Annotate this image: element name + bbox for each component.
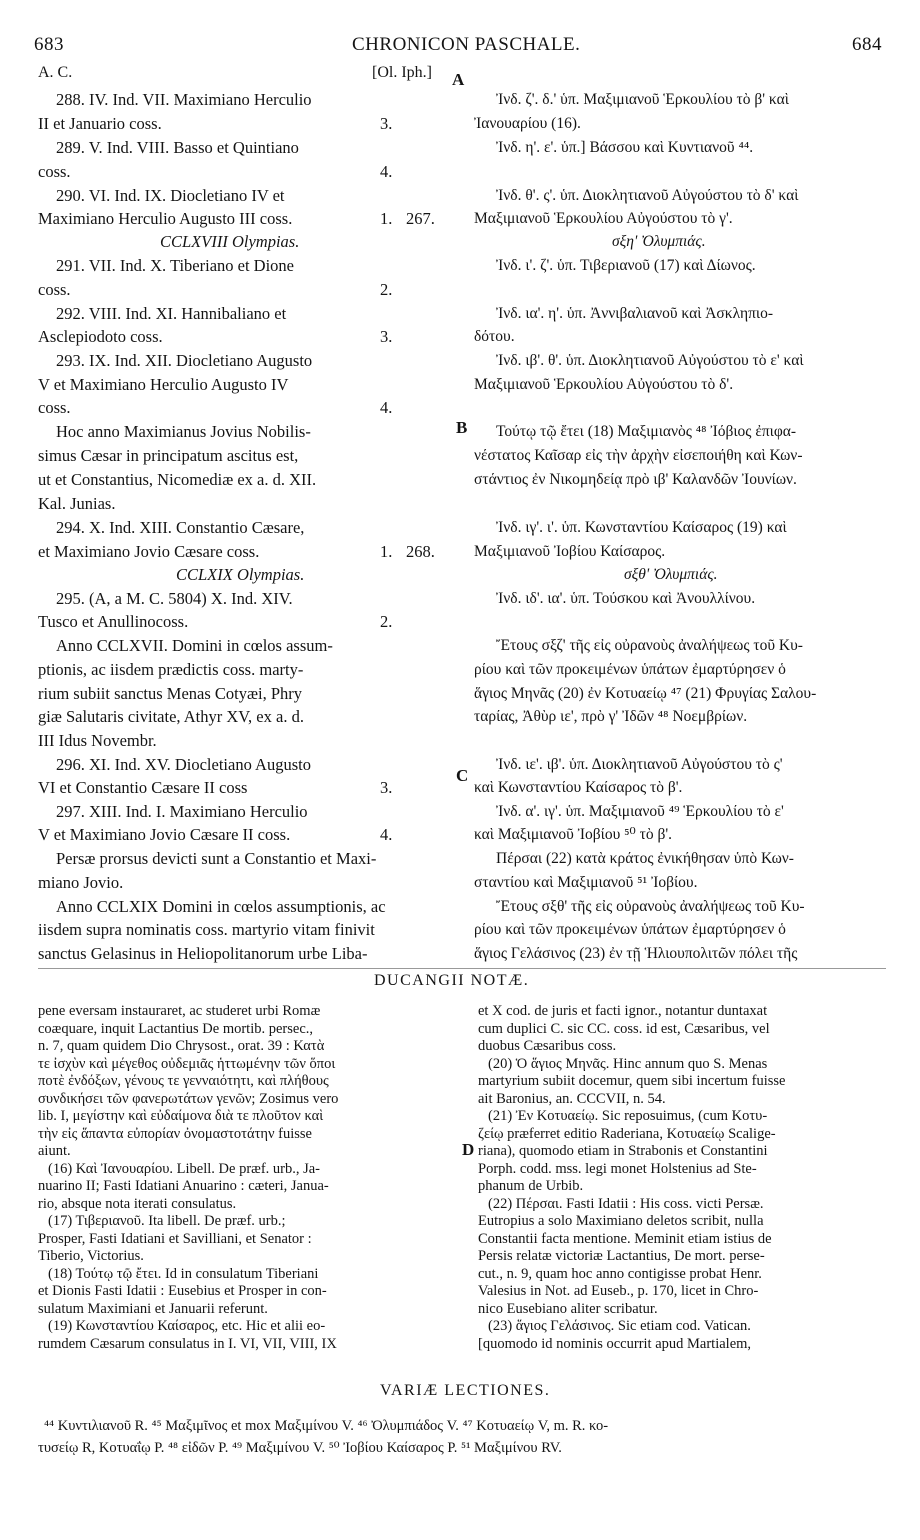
note-line: συνδικήσει τῶν φανερωτάτων γενῶν; Zosimus vero [38,1090,339,1107]
note-line: ζείῳ præferret editio Raderiana, Κοτυαείῳ Scalige- [478,1125,776,1142]
latin-line: miano Jovio. [38,873,124,892]
note-line: (22) Πέρσαι. Fasti Idatii : His coss. victi Persæ. [488,1195,764,1212]
latin-line: Maximiano Herculio Augusto III coss. [38,209,293,228]
latin-line: Anno CCLXVII. Domini in cœlos assum- [56,636,333,655]
greek-line: Ἔτους σξθ' τῆς εἰς οὐρανοὺς ἀναλήψεως τοῦ Κυ- [496,898,805,915]
note-line: et X cod. de juris et facti ignor., notantur duntaxat [478,1003,768,1019]
latin-line: 297. XIII. Ind. I. Maximiano Herculio [56,802,308,821]
note-line: τε ἰσχὺν καὶ μέγεθος οὐδεμιᾶς ἡττωμένην τῶν ὅποι [38,1055,336,1072]
greek-line: Ἰνδ. ι'. ζ'. ὑπ. Τιβεριανοῦ (17) καὶ Δίωνος. [496,257,756,274]
latin-line: iisdem supra nominatis coss. martyrio vitam finivit [38,920,375,939]
margin-number: 2. [380,612,393,631]
variae-line: τυσείῳ R, Κοτυαΐῳ P. ⁴⁸ εἰδῶν P. ⁴⁹ Μαξιμίνου V. ⁵⁰ Ἰοβίου Καίσαρος P. ⁵¹ Μαξιμίνου RV. [38,1440,562,1456]
note-line: (20) Ὁ ἅγιος Μηνᾶς. Hinc annum quo S. Menas [488,1055,768,1072]
latin-line: V et Maximiano Jovio Cæsare II coss. [38,825,291,844]
margin-number: 267. [406,209,435,228]
latin-line: 288. IV. Ind. VII. Maximiano Herculio [56,90,312,109]
latin-line: giæ Salutaris civitate, Athyr XV, ex a. d. [38,707,304,726]
greek-line: ταρίας, Ἀθὺρ ιε', πρὸ γ' Ἰδῶν ⁴⁸ Νοεμβρίων. [474,708,748,725]
latin-line: 292. VIII. Ind. XI. Hannibaliano et [56,304,287,323]
margin-number: 3. [380,114,393,133]
margin-number: 2. [380,280,393,299]
greek-line: ρίου καὶ τῶν προκειμένων ὑπάτων ἐμαρτύρησεν ὁ [474,921,786,938]
note-line: ait Baronius, an. CCCVII, n. 54. [478,1090,666,1107]
greek-line: Ἰνδ. ιβ'. θ'. ὑπ. Διοκλητιανοῦ Αὐγούστου τὸ ε' καὶ [496,352,804,369]
greek-line: ἅγιος Μηνᾶς (20) ἐν Κοτυαείῳ ⁴⁷ (21) Φρυγίας Σαλου- [474,685,817,702]
greek-line: Πέρσαι (22) κατὰ κράτος ἐνικήθησαν ὑπὸ Κων- [496,850,794,867]
variae-line: ⁴⁴ Κυντιλιανοῦ R. ⁴⁵ Μαξιμῖνος et mox Μαξιμίνου V. ⁴⁶ Ὀλυμπιάδος V. ⁴⁷ Κοτυαείῳ V, m. R. κο- [44,1418,609,1434]
note-line: rio, absque nota iterati consulatus. [38,1195,237,1212]
note-line: Porph. codd. mss. legi monet Holstenius ad Ste- [478,1160,757,1177]
margin-letter-b: B [456,418,468,437]
latin-line: 293. IX. Ind. XII. Diocletiano Augusto [56,351,313,370]
margin-number: 4. [380,825,393,844]
margin-number: 4. [380,162,393,181]
latin-line: III Idus Novembr. [38,731,157,750]
olympiad-label: [Ol. Iph.] [372,64,432,81]
note-line: Valesius in Not. ad Euseb., p. 170, licet in Chro- [478,1283,759,1299]
note-line: cut., n. 9, quam hoc anno contigisse probat Henr. [478,1265,762,1282]
note-line: (17) Τιβεριανοῦ. Ita libell. De præf. urb.; [48,1213,286,1229]
note-line: martyrium subiit docemur, quem sibi incertum fuisse [478,1073,786,1089]
note-line: τὴν εἰς ἅπαντα εὐπορίαν ὀνομαστοτάτην fuisse [38,1125,312,1142]
note-line: Persis relatæ victoriæ Lactantius, De mort. perse- [478,1248,765,1264]
latin-line: VI et Constantio Cæsare II coss [38,778,248,797]
note-line: Constantii facta mentione. Meminit etiam istius de [478,1230,772,1247]
greek-line: ἅγιος Γελάσινος (23) ἐν τῇ Ἡλιουπολιτῶν πόλει τῆς [474,945,798,962]
note-line: (23) ἅγιος Γελάσινος. Sic etiam cod. Vatican. [488,1318,751,1334]
margin-number: 268. [406,542,435,561]
note-line: [quomodo id nominis occurrit apud Martialem, [478,1335,752,1352]
margin-number: 3. [380,778,393,797]
greek-line: Ἰνδ. ιδ'. ια'. ὑπ. Τούσκου καὶ Ἀνουλλίνου. [496,590,756,607]
notes-title: DUCANGII NOTÆ. [374,972,530,989]
latin-line: Asclepiodoto coss. [38,327,163,346]
anno-christi-label: A. C. [38,64,73,81]
note-line: sulatum Maximiani et Januarii referunt. [38,1300,268,1317]
latin-line: Anno CCLXIX Domini in cœlos assumptionis, ac [56,897,386,916]
note-line: (21) Ἐν Κοτυαείῳ. Sic reposuimus, (cum Κοτυ- [488,1108,768,1124]
greek-line: Ἰνδ. ιε'. ιβ'. ὑπ. Διοκλητιανοῦ Αὐγούστου τὸ ς' [496,756,783,773]
latin-line: Kal. Junias. [38,494,116,513]
note-line: pene eversam instauraret, ac studeret urbi Romæ [38,1003,321,1019]
latin-line: coss. [38,398,71,417]
latin-line: Persæ prorsus devicti sunt a Constantio et Maxi- [56,849,377,868]
greek-olympiad-heading: σξη' Ὀλυμπιάς. [612,233,706,250]
latin-line: ut et Constantius, Nicomediæ ex a. d. XII. [38,470,317,489]
latin-line: II et Januario coss. [38,114,162,133]
greek-line: Ἰνδ. η'. ε'. ὑπ.] Βάσσου καὶ Κυντιανοῦ ⁴⁴. [496,139,754,156]
greek-line: Μαξιμιανοῦ Ἑρκουλίου Αὐγούστου τὸ δ'. [474,376,734,393]
latin-line: 291. VII. Ind. X. Tiberiano et Dione [56,256,295,275]
margin-number: 1. [380,542,393,561]
note-line: riana), quomodo etiam in Strabonis et Constantini [478,1143,768,1159]
greek-line: καὶ Μαξιμιανοῦ Ἰοβίου ⁵⁰ τὸ β'. [474,826,673,843]
latin-line: 295. (A, a M. C. 5804) X. Ind. XIV. [56,589,293,608]
latin-line: Hoc anno Maximianus Jovius Nobilis- [56,422,311,441]
latin-line: sanctus Gelasinus in Heliopolitanorum urbe Liba- [38,944,368,963]
greek-line: καὶ Κωνσταντίου Καίσαρος τὸ β'. [474,779,683,796]
greek-line: Τούτῳ τῷ ἔτει (18) Μαξιμιανὸς ⁴⁸ Ἰόβιος ἐπιφα- [496,423,797,440]
greek-line: Ἰνδ. ιγ'. ι'. ὑπ. Κωνσταντίου Καίσαρος (19) καὶ [496,519,787,536]
latin-line: 294. X. Ind. XIII. Constantio Cæsare, [56,518,305,537]
latin-line: simus Cæsar in principatum ascitus est, [38,446,299,465]
latin-olympiad-heading: CCLXVIII Olympias. [160,232,300,251]
latin-line: coss. [38,162,71,181]
note-line: (16) Καὶ Ἰανουαρίου. Libell. De præf. urb., Ja- [48,1160,321,1177]
greek-line: Ἔτους σξζ' τῆς εἰς οὐρανοὺς ἀναλήψεως τοῦ Κυ- [496,637,803,654]
latin-line: et Maximiano Jovio Cæsare coss. [38,542,260,561]
greek-line: στάντιος ἐν Νικομηδείᾳ πρὸ ιβ' Καλανδῶν Ἰουνίων. [474,471,797,488]
latin-line: 296. XI. Ind. XV. Diocletiano Augusto [56,755,311,774]
latin-line: 290. VI. Ind. IX. Diocletiano IV et [56,186,285,205]
latin-line: 289. V. Ind. VIII. Basso et Quintiano [56,138,299,157]
right-page-number: 684 [852,34,882,55]
latin-line: V et Maximiano Herculio Augusto IV [38,375,289,394]
note-line: rumdem Cæsarum consulatus in I. VI, VII, VIII, IX [38,1335,337,1352]
margin-number: 1. [380,209,393,228]
note-line: et Dionis Fasti Idatii : Eusebius et Prosper in con- [38,1283,327,1299]
running-title: CHRONICON PASCHALE. [352,34,581,55]
latin-olympiad-heading: CCLXIX Olympias. [176,565,305,584]
latin-line: coss. [38,280,71,299]
note-line: duobus Cæsaribus coss. [478,1038,617,1054]
margin-number: 3. [380,327,393,346]
margin-letter-c: C [456,766,469,785]
latin-line: Tusco et Anullinocoss. [38,612,189,631]
note-line: phanum de Urbib. [478,1178,584,1194]
notes-divider [38,968,886,969]
margin-letter-a: A [452,70,465,89]
greek-line: Μαξιμιανοῦ Ἑρκουλίου Αὐγούστου τὸ γ'. [474,210,733,227]
note-line: (19) Κωνσταντίου Καίσαρος, etc. Hic et alii eo- [48,1318,326,1334]
note-line: Tiberio, Victorius. [38,1248,144,1264]
note-line: aiunt. [38,1143,71,1159]
note-line: cum duplici C. sic CC. coss. id est, Cæsaribus, vel [478,1020,770,1037]
note-line: coæquare, inquit Lactantius De mortib. persec., [38,1020,314,1037]
note-line: nuarino II; Fasti Idatiani Anuarino : cæteri, Janua- [38,1178,329,1194]
note-line: (18) Τούτῳ τῷ ἔτει. Id in consulatum Tiberiani [48,1265,319,1282]
latin-line: rium subiit sanctus Menas Cotyæi, Phry [38,684,302,703]
note-line: ποτὲ ἐνδόξων, γένους τε γενναιότητι, καὶ πλήθους [38,1073,329,1089]
greek-line: Μαξιμιανοῦ Ἰοβίου Καίσαρος. [474,543,666,560]
note-line: Prosper, Fasti Idatiani et Savilliani, et Senator : [38,1230,312,1247]
margin-letter-d: D [462,1140,475,1159]
greek-line: Ἰνδ. θ'. ς'. ὑπ. Διοκλητιανοῦ Αὐγούστου τὸ δ' καὶ [496,187,799,204]
note-line: nico Eusebiano aliter scribatur. [478,1300,658,1317]
greek-line: Ἰνδ. α'. ιγ'. ὑπ. Μαξιμιανοῦ ⁴⁹ Ἑρκουλίου τὸ ε' [496,803,784,820]
greek-line: Ἰανουαρίου (16). [474,115,581,132]
note-line: n. 7, quam quidem Dio Chrysost., orat. 39 : Κατὰ [38,1038,325,1054]
left-page-number: 683 [34,34,64,55]
greek-line: δότου. [474,328,515,345]
greek-line: ρίου καὶ τῶν προκειμένων ὑπάτων ἐμαρτύρησεν ὁ [474,661,786,678]
greek-line: σταντίου καὶ Μαξιμιανοῦ ⁵¹ Ἰοβίου. [474,874,698,891]
greek-line: Ἰνδ. ζ'. δ.' ὑπ. Μαξιμιανοῦ Ἑρκουλίου τὸ β' καὶ [496,91,789,108]
margin-number: 4. [380,398,393,417]
note-line: lib. I, μεγίστην καὶ εὐδαίμονα διὰ τε πλοῦτον καὶ [38,1108,324,1124]
greek-line: νέστατος Καῖσαρ εἰς τὴν ἀρχὴν εἰσεποιήθη καὶ Κων- [474,447,803,464]
latin-line: ptionis, ac iisdem prædictis coss. marty- [38,660,304,679]
greek-line: Ἰνδ. ια'. η'. ὑπ. Ἀννιβαλιανοῦ καὶ Ἀσκληπιο- [496,305,773,322]
greek-olympiad-heading: σξθ' Ὀλυμπιάς. [624,566,718,583]
note-line: Eutropius a solo Maximiano deletos scribit, nulla [478,1213,764,1229]
variae-title: VARIÆ LECTIONES. [380,1382,551,1399]
